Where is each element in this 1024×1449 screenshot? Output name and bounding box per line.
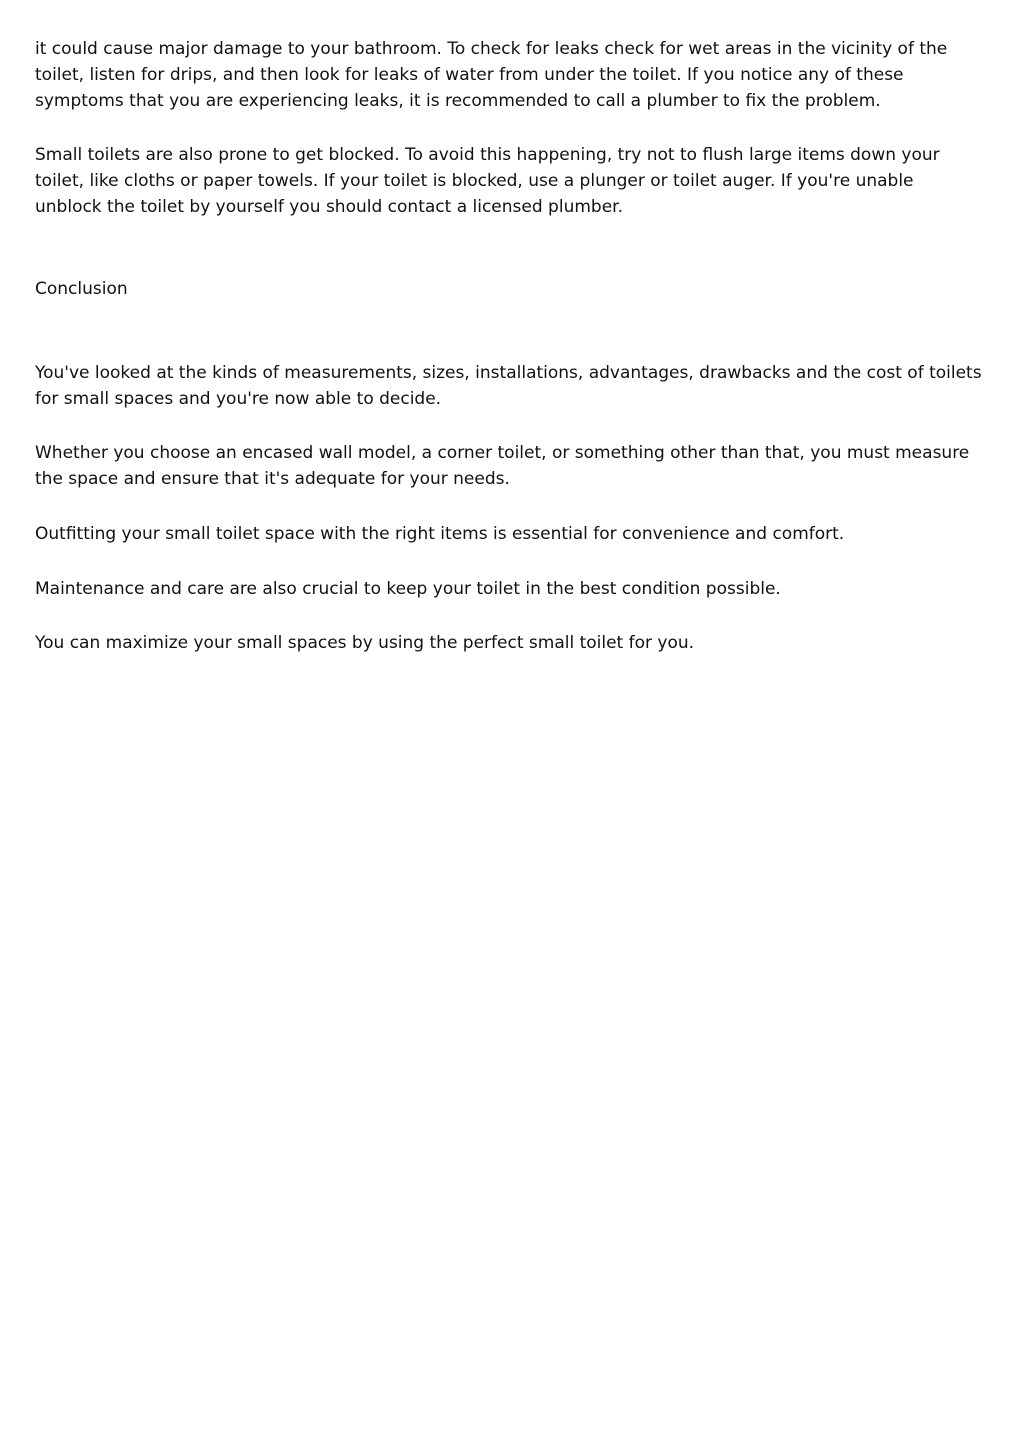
section-heading-conclusion: Conclusion [35, 279, 128, 299]
paragraph-leaks: it could cause major damage to your bathroom. To check for leaks check for wet areas in the vicinity of the toilet, listen for drips, and then look for leaks of water from under the toilet. If you notice any of these symptoms that you are experiencing leaks, it is recommended to call a plumber to fix the problem. [35, 39, 948, 111]
paragraph-conclusion-maintenance: Maintenance and care are also crucial to keep your toilet in the best condition possible. [35, 579, 781, 599]
paragraph-conclusion-summary: You've looked at the kinds of measurements, sizes, installations, advantages, drawbacks and the cost of toilets for small spaces and you're now able to decide. [35, 363, 982, 409]
paragraph-blockage: Small toilets are also prone to get blocked. To avoid this happening, try not to flush large items down your toilet, like cloths or paper towels. If your toilet is blocked, use a plunger or toilet auger. If you're unable unblock the toilet by yourself you should contact a licensed plumber. [35, 145, 940, 217]
document-page [35, 36, 985, 656]
paragraph-conclusion-outfitting: Outfitting your small toilet space with the right items is essential for convenience and comfort. [35, 524, 845, 544]
paragraph-conclusion-measure: Whether you choose an encased wall model, a corner toilet, or something other than that, you must measure the space and ensure that it's adequate for your needs. [35, 443, 970, 489]
paragraph-conclusion-maximize: You can maximize your small spaces by using the perfect small toilet for you. [35, 633, 695, 653]
